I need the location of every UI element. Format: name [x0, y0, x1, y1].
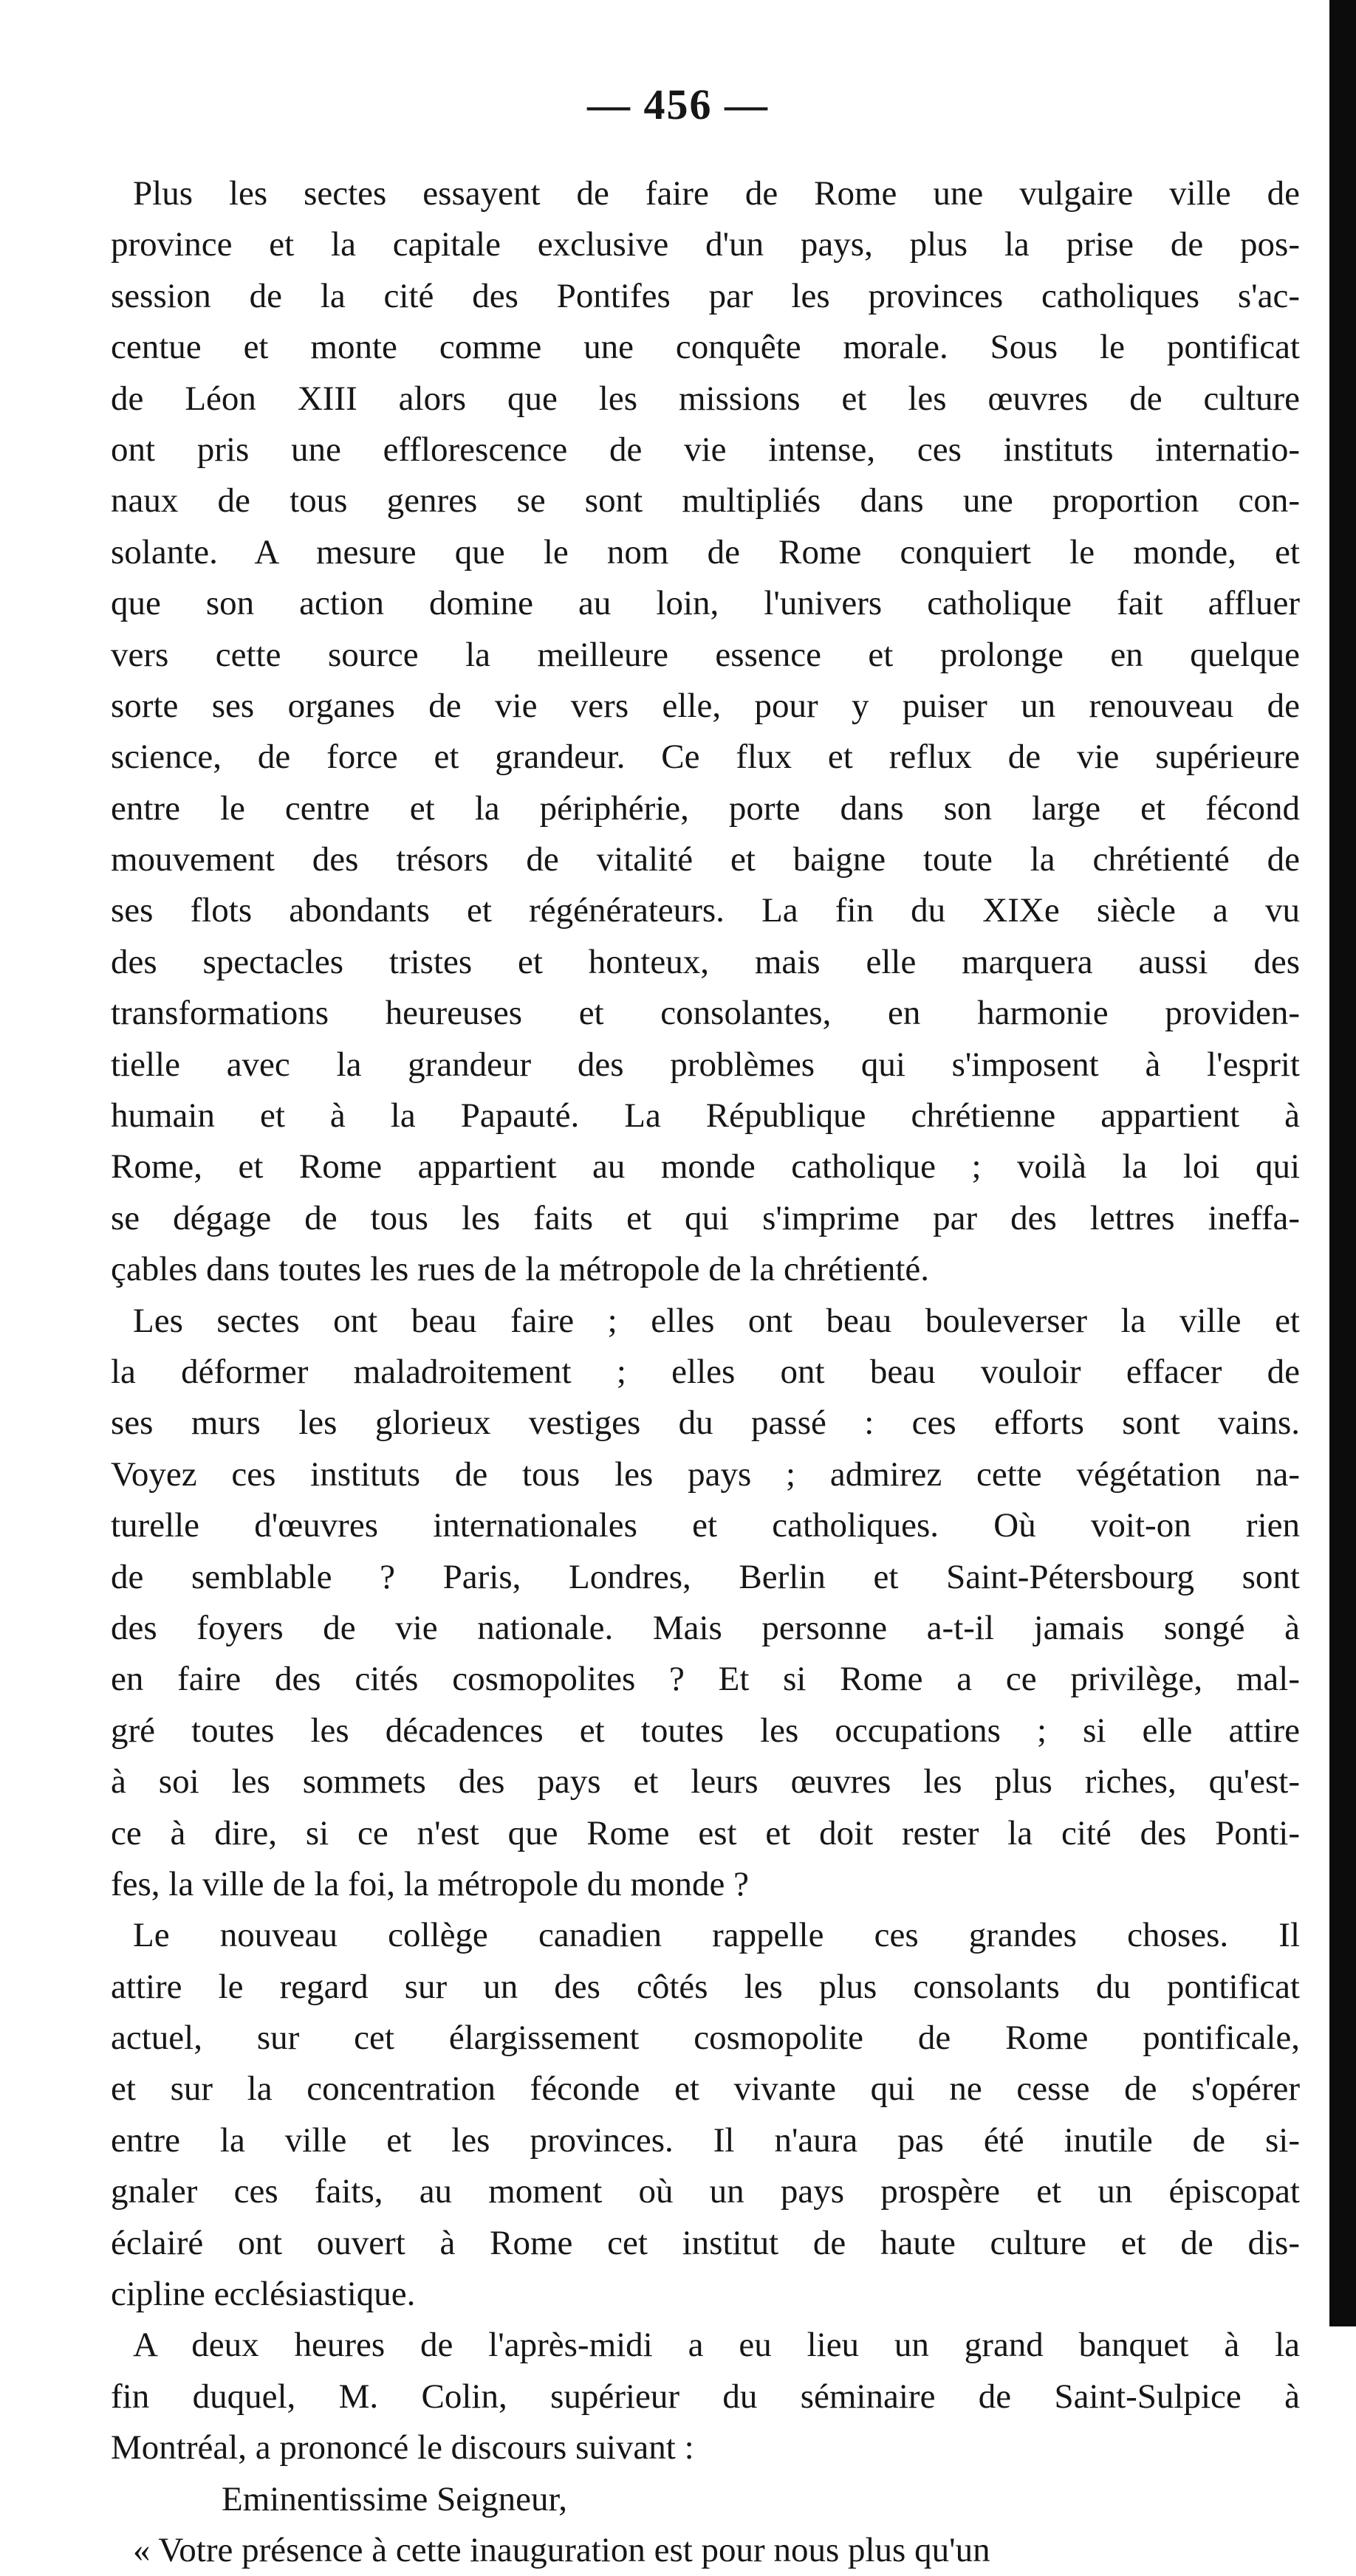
salutation: Eminentissime Seigneur,: [222, 2479, 568, 2518]
text-line: de Léon XIII alors que les missions et les œuvres de culture: [111, 379, 1300, 418]
text-line: sorte ses organes de vie vers elle, pour y puiser un renouveau de: [111, 686, 1300, 725]
text-line: se dégage de tous les faits et qui s'imprime par des lettres ineffa-: [111, 1198, 1300, 1237]
text-line: A deux heures de l'après-midi a eu lieu un grand banquet à la: [133, 2326, 1300, 2365]
text-line: éclairé ont ouvert à Rome cet institut de haute culture et de dis-: [111, 2223, 1300, 2262]
scan-edge-shadow: [1329, 0, 1356, 2326]
text-line: en faire des cités cosmopolites ? Et si Rome a ce privilège, mal-: [111, 1660, 1300, 1699]
paragraph-2: [111, 1296, 1300, 1911]
paragraph-1: [111, 168, 1300, 1296]
text-line: Montréal, a prononcé le discours suivant :: [111, 2428, 694, 2467]
text-line: ses flots abondants et régénérateurs. La fin du XIXe siècle a vu: [111, 891, 1300, 930]
text-line: cipline ecclésiastique.: [111, 2275, 416, 2314]
text-line: science, de force et grandeur. Ce flux et reflux de vie supérieure: [111, 738, 1300, 777]
paragraph-4: [111, 2320, 1300, 2473]
text-line: fin duquel, M. Colin, supérieur du séminaire de Saint-Sulpice à: [111, 2377, 1300, 2416]
text-line: turelle d'œuvres internationales et catholiques. Où voit-on rien: [111, 1506, 1300, 1545]
text-line: Rome, et Rome appartient au monde catholique ; voilà la loi qui: [111, 1147, 1300, 1186]
page-number: — 456 —: [587, 80, 769, 128]
text-line: tielle avec la grandeur des problèmes qui s'imposent à l'esprit: [111, 1045, 1300, 1084]
text-line: transformations heureuses et consolantes, en harmonie providen-: [111, 994, 1300, 1033]
text-line: entre le centre et la périphérie, porte dans son large et fécond: [111, 789, 1300, 828]
text-line: ont pris une efflorescence de vie intense, ces instituts internatio-: [111, 430, 1300, 469]
text-line: entre la ville et les provinces. Il n'aura pas été inutile de si-: [111, 2120, 1300, 2160]
text-line: naux de tous genres se sont multipliés dans une proportion con-: [111, 481, 1300, 521]
text-line: vers cette source la meilleure essence et prolonge en quelque: [111, 635, 1300, 674]
text-line: des foyers de vie nationale. Mais personne a-t-il jamais songé à: [111, 1608, 1300, 1647]
text-line: la déformer maladroitement ; elles ont beau vouloir effacer de: [111, 1352, 1300, 1391]
text-line: province et la capitale exclusive d'un pays, plus la prise de pos-: [111, 225, 1300, 264]
body-text: [111, 168, 1300, 2576]
text-line: Les sectes ont beau faire ; elles ont beau bouleverser la ville et: [133, 1301, 1300, 1340]
text-line: à soi les sommets des pays et leurs œuvres les plus riches, qu'est-: [111, 1762, 1300, 1802]
text-line: mouvement des trésors de vitalité et baigne toute la chrétienté de: [111, 840, 1300, 879]
paragraph-3: [111, 1910, 1300, 2320]
text-line: centue et monte comme une conquête morale. Sous le pontificat: [111, 328, 1300, 367]
text-line: humain et à la Papauté. La République chrétienne appartient à: [111, 1096, 1300, 1136]
text-line: gré toutes les décadences et toutes les occupations ; si elle attire: [111, 1711, 1300, 1750]
text-line: session de la cité des Pontifes par les provinces catholiques s'ac-: [111, 276, 1300, 315]
text-line: fes, la ville de la foi, la métropole du monde ?: [111, 1864, 749, 1903]
speech-opening-line: « Votre présence à cette inauguration est pour nous plus qu'un: [133, 2530, 990, 2569]
text-line: actuel, sur cet élargissement cosmopolite de Rome pontificale,: [111, 2019, 1300, 2058]
text-line: Le nouveau collège canadien rappelle ces grandes choses. Il: [133, 1916, 1300, 1955]
text-line: attire le regard sur un des côtés les plus consolants du pontificat: [111, 1967, 1300, 2006]
text-line: ce à dire, si ce n'est que Rome est et doit rester la cité des Ponti-: [111, 1813, 1300, 1852]
text-line: que son action domine au loin, l'univers catholique fait affluer: [111, 584, 1300, 623]
text-line: çables dans toutes les rues de la métropole de la chrétienté.: [111, 1250, 929, 1289]
text-line: Voyez ces instituts de tous les pays ; admirez cette végétation na-: [111, 1454, 1300, 1494]
text-line: des spectacles tristes et honteux, mais elle marquera aussi des: [111, 942, 1300, 981]
text-line: ses murs les glorieux vestiges du passé : ces efforts sont vains.: [111, 1404, 1300, 1443]
text-line: et sur la concentration féconde et vivante qui ne cesse de s'opérer: [111, 2070, 1300, 2109]
text-line: Plus les sectes essayent de faire de Rome une vulgaire ville de: [133, 174, 1300, 213]
text-line: gnaler ces faits, au moment où un pays prospère et un épiscopat: [111, 2172, 1300, 2211]
text-line: solante. A mesure que le nom de Rome conquiert le monde, et: [111, 532, 1300, 571]
text-line: de semblable ? Paris, Londres, Berlin et Saint-Pétersbourg sont: [111, 1557, 1300, 1596]
